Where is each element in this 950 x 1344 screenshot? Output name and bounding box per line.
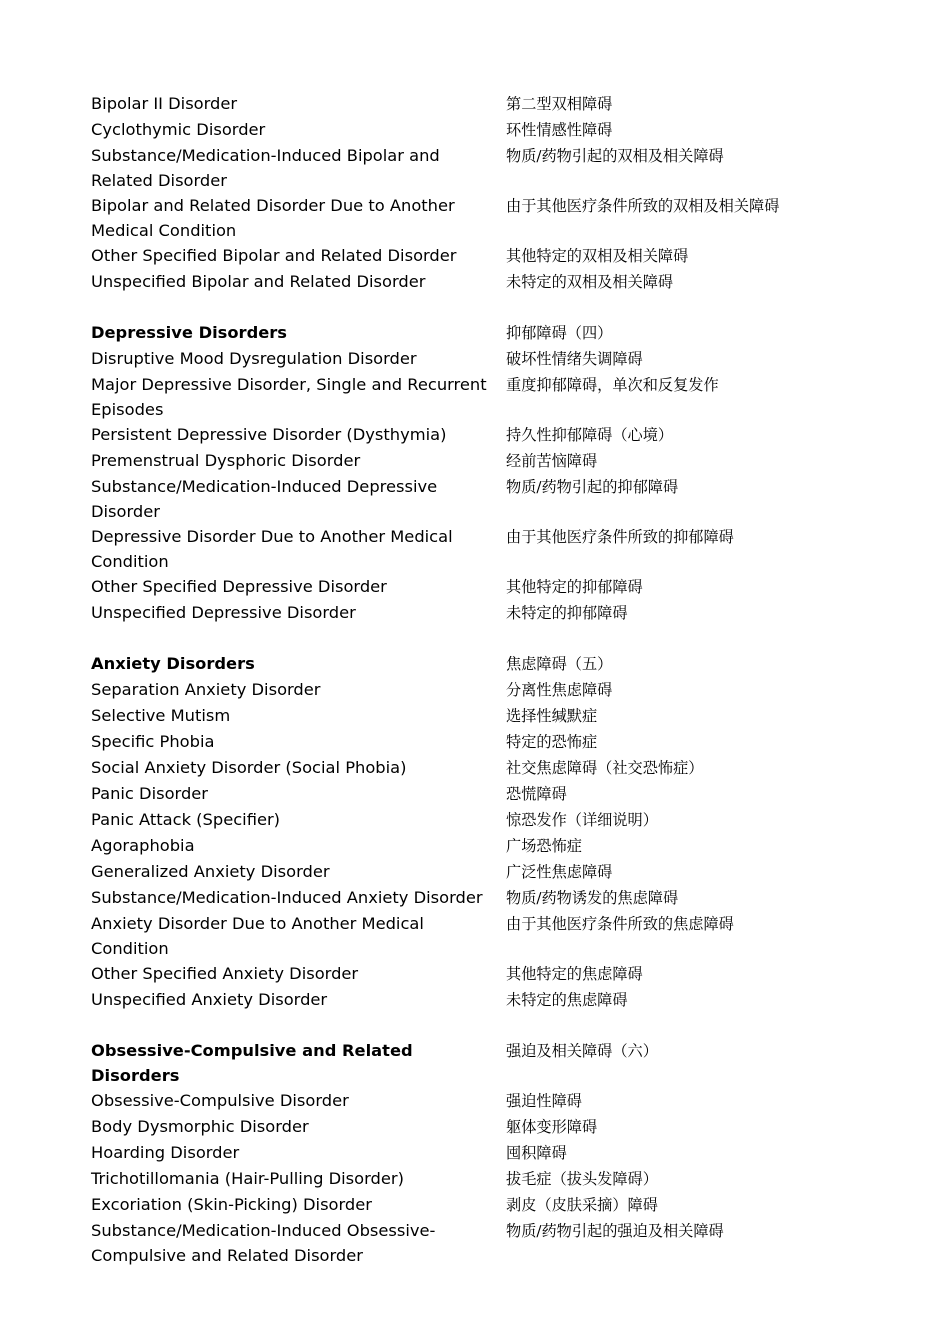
term-zh: 社交焦虑障碍（社交恐怖症） <box>506 759 704 777</box>
section-heading-zh: 焦虑障碍（五） <box>506 655 613 673</box>
term-zh: 特定的恐怖症 <box>506 733 598 751</box>
term-row <box>91 1218 891 1268</box>
term-zh: 选择性缄默症 <box>506 707 598 725</box>
term-en: Unspecified Bipolar and Related Disorder <box>91 272 426 291</box>
term-en: Specific Phobia <box>91 732 215 751</box>
term-zh: 其他特定的焦虑障碍 <box>506 965 643 983</box>
term-en: Separation Anxiety Disorder <box>91 680 321 699</box>
term-row <box>91 269 891 295</box>
term-zh: 恐慌障碍 <box>506 785 567 803</box>
term-row <box>91 1192 891 1218</box>
term-row <box>91 448 891 474</box>
term-row <box>91 91 891 117</box>
term-zh: 其他特定的抑郁障碍 <box>506 578 643 596</box>
term-row <box>91 987 891 1013</box>
term-row <box>91 243 891 269</box>
term-zh: 环性情感性障碍 <box>506 121 613 139</box>
term-row <box>91 372 891 422</box>
section-heading-en: Obsessive-Compulsive and Related Disorders <box>91 1041 413 1085</box>
term-en: Substance/Medication-Induced Anxiety Disorder <box>91 888 483 907</box>
term-zh: 囤积障碍 <box>506 1144 567 1162</box>
term-row <box>91 600 891 626</box>
term-zh: 拔毛症（拔头发障碍） <box>506 1170 658 1188</box>
term-row <box>91 911 891 961</box>
term-en: Panic Disorder <box>91 784 208 803</box>
term-en: Trichotillomania (Hair-Pulling Disorder) <box>91 1169 404 1188</box>
term-row <box>91 755 891 781</box>
section-bipolar <box>91 91 891 295</box>
term-row <box>91 117 891 143</box>
section-obsessive-compulsive <box>91 1038 891 1268</box>
term-en: Other Specified Depressive Disorder <box>91 577 387 596</box>
term-row <box>91 346 891 372</box>
term-row <box>91 677 891 703</box>
section-heading-row <box>91 651 891 677</box>
term-zh: 广场恐怖症 <box>506 837 582 855</box>
term-zh: 躯体变形障碍 <box>506 1118 598 1136</box>
term-row <box>91 474 891 524</box>
term-row <box>91 729 891 755</box>
term-en: Generalized Anxiety Disorder <box>91 862 330 881</box>
term-row <box>91 1140 891 1166</box>
section-heading-zh: 强迫及相关障碍（六） <box>506 1042 658 1060</box>
term-zh: 第二型双相障碍 <box>506 95 613 113</box>
section-heading-en: Anxiety Disorders <box>91 654 255 673</box>
term-en: Agoraphobia <box>91 836 195 855</box>
term-en: Bipolar II Disorder <box>91 94 238 113</box>
term-en: Body Dysmorphic Disorder <box>91 1117 309 1136</box>
term-en: Selective Mutism <box>91 706 231 725</box>
section-depressive <box>91 320 891 626</box>
term-en: Cyclothymic Disorder <box>91 120 266 139</box>
term-en: Major Depressive Disorder, Single and Recurrent Episodes <box>91 375 487 419</box>
section-heading-zh: 抑郁障碍（四） <box>506 324 613 342</box>
term-en: Depressive Disorder Due to Another Medical Condition <box>91 527 453 571</box>
term-en: Social Anxiety Disorder (Social Phobia) <box>91 758 407 777</box>
term-en: Other Specified Anxiety Disorder <box>91 964 359 983</box>
term-row <box>91 961 891 987</box>
section-anxiety <box>91 651 891 1013</box>
term-row <box>91 703 891 729</box>
term-row <box>91 143 891 193</box>
term-row <box>91 781 891 807</box>
section-heading-row <box>91 1038 891 1088</box>
term-row <box>91 807 891 833</box>
term-row <box>91 833 891 859</box>
term-en: Panic Attack (Specifier) <box>91 810 281 829</box>
term-en: Substance/Medication-Induced Depressive Disorder <box>91 477 438 521</box>
term-zh: 持久性抑郁障碍（心境） <box>506 426 674 444</box>
term-zh: 其他特定的双相及相关障碍 <box>506 247 689 265</box>
term-en: Obsessive-Compulsive Disorder <box>91 1091 349 1110</box>
term-zh: 破坏性情绪失调障碍 <box>506 350 643 368</box>
term-row <box>91 1166 891 1192</box>
term-en: Substance/Medication-Induced Obsessive-Compulsive and Related Disorder <box>91 1221 436 1265</box>
term-en: Hoarding Disorder <box>91 1143 240 1162</box>
term-zh: 分离性焦虑障碍 <box>506 681 613 699</box>
term-en: Bipolar and Related Disorder Due to Another Medical Condition <box>91 196 455 240</box>
term-zh: 由于其他医疗条件所致的抑郁障碍 <box>506 528 734 546</box>
term-zh: 由于其他医疗条件所致的双相及相关障碍 <box>506 197 780 215</box>
term-zh: 惊恐发作（详细说明） <box>506 811 658 829</box>
term-zh: 物质/药物引起的抑郁障碍 <box>506 478 679 496</box>
term-zh: 重度抑郁障碍，单次和反复发作 <box>506 376 719 394</box>
term-zh: 未特定的双相及相关障碍 <box>506 273 674 291</box>
term-zh: 由于其他医疗条件所致的焦虑障碍 <box>506 915 734 933</box>
term-en: Unspecified Depressive Disorder <box>91 603 356 622</box>
term-zh: 物质/药物诱发的焦虑障碍 <box>506 889 679 907</box>
term-row <box>91 574 891 600</box>
section-heading-en: Depressive Disorders <box>91 323 287 342</box>
term-en: Premenstrual Dysphoric Disorder <box>91 451 361 470</box>
term-row <box>91 1114 891 1140</box>
term-zh: 广泛性焦虑障碍 <box>506 863 613 881</box>
term-row <box>91 193 891 243</box>
term-zh: 剥皮（皮肤采摘）障碍 <box>506 1196 658 1214</box>
term-zh: 未特定的抑郁障碍 <box>506 604 628 622</box>
term-en: Excoriation (Skin-Picking) Disorder <box>91 1195 372 1214</box>
term-en: Substance/Medication-Induced Bipolar and Related Disorder <box>91 146 440 190</box>
term-zh: 物质/药物引起的强迫及相关障碍 <box>506 1222 724 1240</box>
term-en: Other Specified Bipolar and Related Disorder <box>91 246 457 265</box>
term-row <box>91 885 891 911</box>
term-zh: 物质/药物引起的双相及相关障碍 <box>506 147 724 165</box>
term-row <box>91 859 891 885</box>
term-zh: 强迫性障碍 <box>506 1092 582 1110</box>
term-en: Anxiety Disorder Due to Another Medical Condition <box>91 914 424 958</box>
term-zh: 经前苦恼障碍 <box>506 452 598 470</box>
section-heading-row <box>91 320 891 346</box>
term-zh: 未特定的焦虑障碍 <box>506 991 628 1009</box>
term-en: Disruptive Mood Dysregulation Disorder <box>91 349 417 368</box>
term-en: Unspecified Anxiety Disorder <box>91 990 328 1009</box>
term-en: Persistent Depressive Disorder (Dysthymia) <box>91 425 447 444</box>
document-page <box>91 91 891 1268</box>
term-row <box>91 1088 891 1114</box>
term-row <box>91 524 891 574</box>
term-row <box>91 422 891 448</box>
